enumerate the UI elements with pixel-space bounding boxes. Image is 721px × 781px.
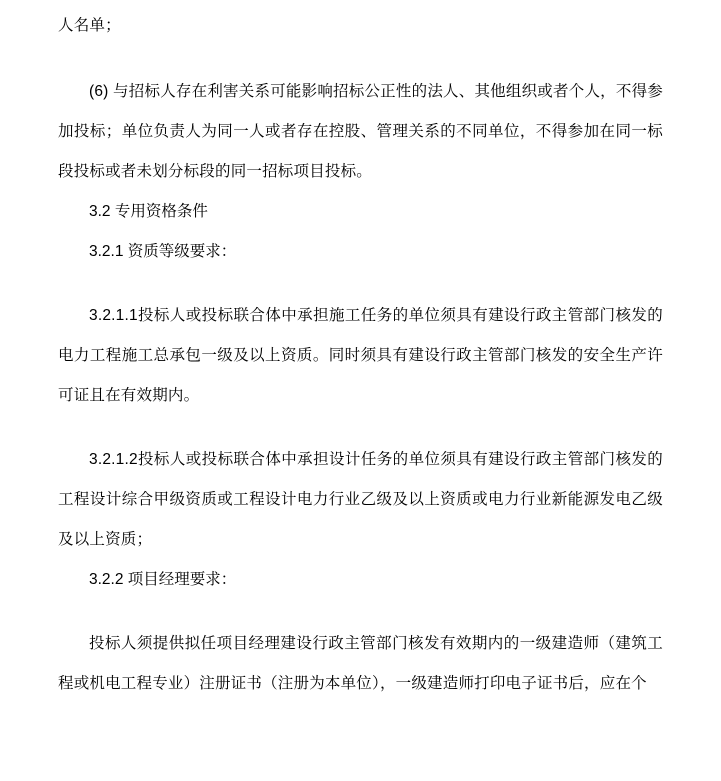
heading-special-qualification: 3.2 专用资格条件 <box>89 203 208 220</box>
paragraph-item-6: (6) 与招标人存在利害关系可能影响招标公正性的法人、其他组织或者个人，不得参加投标；单位负责人为同一人或者存在控股、管理关系的不同单位，不得参加在同一标段投标或者未划分标段的同一招标项目投标。 <box>58 83 663 180</box>
paragraph-design-qualification: 3.2.1.2投标人或投标联合体中承担设计任务的单位须具有建设行政主管部门核发的工程设计综合甲级资质或工程设计电力行业乙级及以上资质或电力行业新能源发电乙级及以上资质； <box>58 451 663 548</box>
paragraph-construction-qualification: 3.2.1.1投标人或投标联合体中承担施工任务的单位须具有建设行政主管部门核发的电力工程施工总承包一级及以上资质。同时须具有建设行政主管部门核发的安全生产许可证且在有效期内。 <box>58 307 663 404</box>
paragraph-project-manager-requirement: 投标人须提供拟任项目经理建设行政主管部门核发有效期内的一级建造师（建筑工程或机电工程专业）注册证书（注册为本单位），一级建造师打印电子证书后，应在个 <box>58 635 663 692</box>
heading-project-manager: 3.2.2 项目经理要求： <box>89 571 237 588</box>
heading-qualification-grade: 3.2.1 资质等级要求： <box>89 243 237 260</box>
paragraph-continuation: 人名单； <box>58 17 121 34</box>
